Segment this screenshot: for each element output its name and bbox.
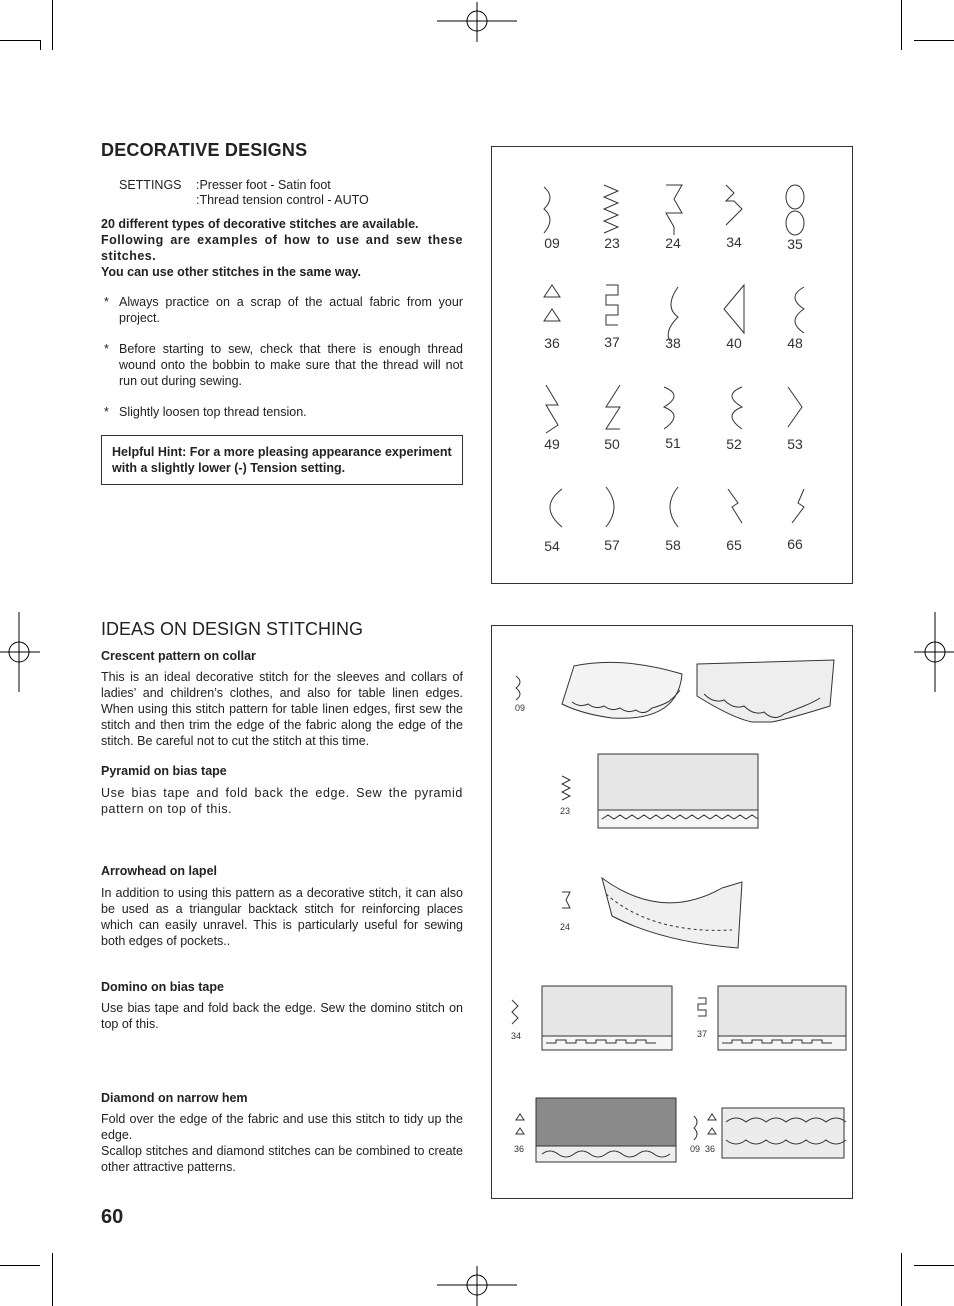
stitch-number: 49 <box>544 436 560 452</box>
item-body: This is an ideal decorative stitch for the sleeves and collars of ladies’ and children’s clothes, and also for table linen edges. When using this stitch pattern for table linen edges, first sew the stitch and then trim the edge of the fabric along the edge of the stitch. Be careful not to cut the stitch at this time. <box>101 670 463 748</box>
intro-line-2: Following are examples of how to use and sew these stitches. <box>101 233 463 263</box>
illustration-label: 09 <box>690 1144 701 1154</box>
stitch-24-icon <box>562 892 570 908</box>
stitch-65-icon <box>728 489 742 523</box>
stitch-09-icon <box>694 1116 697 1140</box>
stitch-number: 37 <box>604 334 620 350</box>
stitch-36-icon <box>516 1114 524 1134</box>
lapel-illustration <box>602 878 742 948</box>
stitch-number: 50 <box>604 436 620 452</box>
stitch-number: 35 <box>787 236 803 252</box>
table-linen-illustration <box>697 660 834 722</box>
item-body: Use bias tape and fold back the edge. Sew the pyramid pattern on top of this. <box>101 786 463 816</box>
item-heading: Domino on bias tape <box>101 980 224 994</box>
stitch-66-icon <box>792 489 804 523</box>
stitch-40-icon <box>724 285 744 333</box>
settings-thread-tension: :Thread tension control - AUTO <box>196 193 369 207</box>
stitch-number: 66 <box>787 536 803 552</box>
stitch-36-icon <box>708 1114 716 1134</box>
stitch-53-icon <box>788 387 802 427</box>
registration-mark-top <box>437 2 517 42</box>
intro-text <box>101 216 463 280</box>
stitch-49-icon <box>546 385 558 433</box>
stitch-23-icon <box>604 185 618 233</box>
illustration-label: 37 <box>697 1029 708 1039</box>
stitch-number: 53 <box>787 436 803 452</box>
stitch-38-icon <box>668 287 678 341</box>
stitch-number: 34 <box>726 234 742 250</box>
stitch-09-icon <box>516 676 520 700</box>
stitch-57-icon <box>606 487 614 527</box>
stitch-number: 57 <box>604 537 620 553</box>
stitch-number: 36 <box>544 335 560 351</box>
registration-mark-right <box>914 612 954 692</box>
stitch-number: 48 <box>787 335 803 351</box>
stitch-number: 54 <box>544 538 560 554</box>
bullet-mark: * <box>104 342 109 356</box>
stitch-number: 58 <box>665 537 681 553</box>
helpful-hint-box: Helpful Hint: For a more pleasing appearance experiment with a slightly lower (-) Tension setting. <box>101 435 463 485</box>
bullet-item: Always practice on a scrap of the actual fabric from your project. <box>119 295 463 325</box>
item-body-extra: Scallop stitches and diamond stitches can be combined to create other attractive patterns. <box>101 1144 463 1174</box>
crop-mark <box>40 40 41 50</box>
stitch-54-icon <box>550 489 562 527</box>
illustration-label: 23 <box>560 806 571 816</box>
stitch-23-icon <box>562 776 570 800</box>
item-heading: Pyramid on bias tape <box>101 764 227 778</box>
item-body: Use bias tape and fold back the edge. Sew the domino stitch on top of this. <box>101 1001 463 1031</box>
crop-mark <box>0 1265 40 1266</box>
crop-mark <box>52 0 53 50</box>
item-body: Fold over the edge of the fabric and use this stitch to tidy up the edge. <box>101 1112 463 1142</box>
intro-line-1: 20 different types of decorative stitches are available. <box>101 217 419 231</box>
stitch-number: 24 <box>665 235 681 251</box>
stitch-09-icon <box>544 187 550 233</box>
illustration-label: 09 <box>515 703 526 713</box>
stitch-number: 52 <box>726 436 742 452</box>
stitch-number: 09 <box>544 235 560 251</box>
crop-mark <box>914 40 954 41</box>
stitch-number: 23 <box>604 235 620 251</box>
stitch-51-icon <box>664 387 674 429</box>
illustration-drawings <box>492 626 852 1198</box>
crop-mark <box>901 1253 902 1306</box>
combined-pattern-fabric <box>722 1108 844 1158</box>
bullet-mark: * <box>104 405 109 419</box>
item-heading: Crescent pattern on collar <box>101 649 256 663</box>
stitch-52-icon <box>732 387 742 429</box>
design-ideas-illustrations <box>491 625 853 1199</box>
bullet-mark: * <box>104 295 109 309</box>
stitch-number: 65 <box>726 537 742 553</box>
stitch-35-icon <box>786 185 804 209</box>
stitch-37-icon <box>606 285 618 325</box>
settings-label: SETTINGS <box>119 178 182 192</box>
stitch-pattern-chart <box>491 146 853 584</box>
bias-tape-fabric <box>598 754 758 818</box>
section-title-ideas: IDEAS ON DESIGN STITCHING <box>101 619 364 639</box>
stitch-50-icon <box>606 385 620 429</box>
crop-mark <box>914 1265 954 1266</box>
illustration-label: 36 <box>705 1144 716 1154</box>
stitch-58-icon <box>670 487 678 527</box>
settings-presser-foot: :Presser foot - Satin foot <box>196 178 331 192</box>
item-heading: Arrowhead on lapel <box>101 864 217 878</box>
intro-line-3: You can use other stitches in the same way. <box>101 265 362 279</box>
stitch-37-icon <box>698 998 706 1016</box>
stitch-34-icon <box>512 1000 518 1024</box>
registration-mark-left <box>0 612 40 692</box>
illustration-label: 36 <box>514 1144 525 1154</box>
stitch-48-icon <box>795 287 804 333</box>
item-heading: Diamond on narrow hem <box>101 1091 248 1105</box>
crop-mark <box>52 1253 53 1306</box>
stitch-glyphs <box>492 147 852 583</box>
registration-mark-bottom <box>437 1266 517 1306</box>
stitch-24-icon <box>666 185 682 235</box>
stitch-number: 51 <box>665 435 681 451</box>
stitch-number: 40 <box>726 335 742 351</box>
collar-illustration <box>562 662 682 718</box>
section-title-decorative-designs: DECORATIVE DESIGNS <box>101 140 308 160</box>
page-number: 60 <box>101 1206 124 1228</box>
bullet-item: Before starting to sew, check that there is enough thread wound onto the bobbin to make sure that the thread will not run out during sewing. <box>119 342 463 388</box>
crop-mark <box>901 0 902 50</box>
stitch-36-icon <box>544 285 560 321</box>
crop-mark <box>0 40 40 41</box>
stitch-number: 38 <box>665 335 681 351</box>
stitch-34-icon <box>726 185 742 225</box>
item-body: In addition to using this pattern as a decorative stitch, it can also be used as a triangular backtack stitch for reinforcing places which can easily unravel. This is particularly useful for sewing both edges of pockets.. <box>101 886 463 948</box>
bullet-item: Slightly loosen top thread tension. <box>119 405 307 419</box>
illustration-label: 34 <box>511 1031 522 1041</box>
illustration-label: 24 <box>560 922 571 932</box>
